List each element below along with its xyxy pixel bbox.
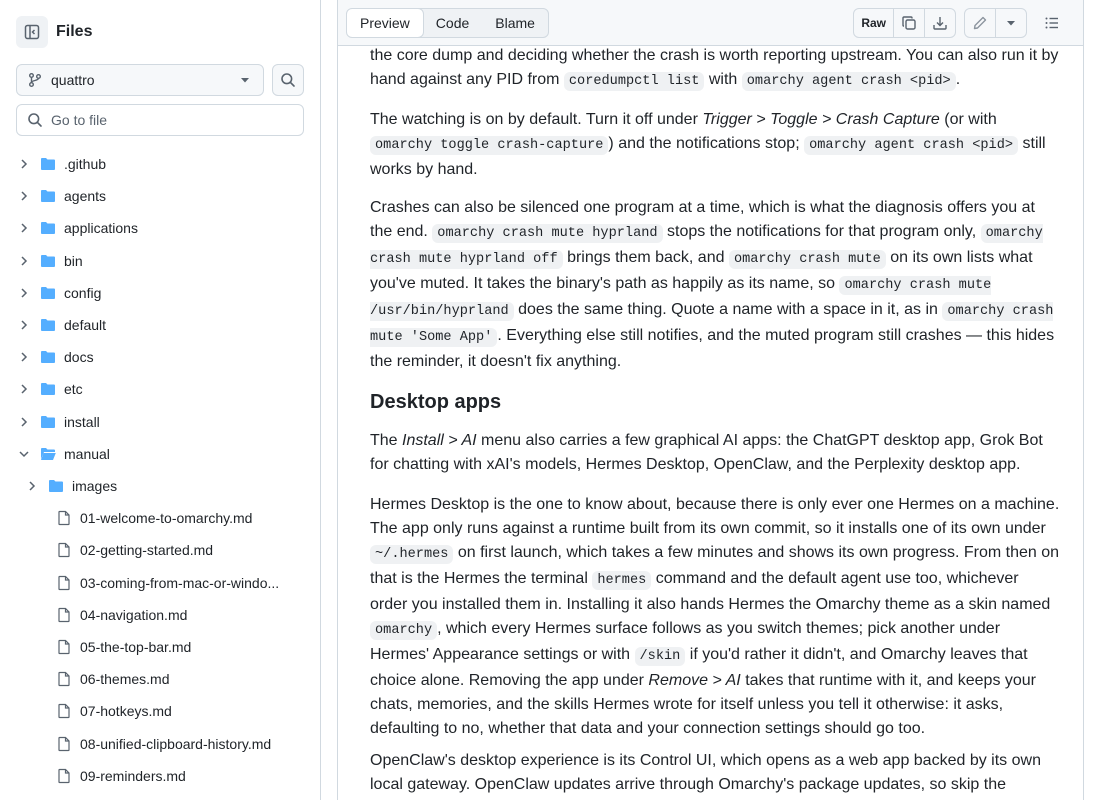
folder-icon bbox=[48, 478, 64, 494]
tree-item-label: 01-welcome-to-omarchy.md bbox=[80, 510, 253, 527]
tree-folder-row[interactable] bbox=[0, 309, 320, 341]
tree-item-label: config bbox=[64, 284, 102, 301]
go-to-file-input[interactable] bbox=[51, 112, 291, 128]
file-actions bbox=[853, 8, 1027, 38]
text-run: Hermes Desktop is the one to know about, because there is only ever one Hermes on a machine. The app only runs against a runtime built from its own commit, so it installs one of its own under bbox=[370, 496, 1060, 537]
text-run: . bbox=[955, 71, 961, 88]
text-run: The bbox=[370, 432, 403, 449]
inline-code: omarchy crash mute hyprland off bbox=[370, 226, 1043, 267]
tree-folder-row[interactable] bbox=[0, 373, 320, 405]
emphasis-text: Trigger > Toggle > Crash Capture bbox=[702, 111, 940, 128]
file-icon bbox=[56, 671, 72, 687]
text-run: with bbox=[704, 71, 742, 88]
tab-blame[interactable]: Blame bbox=[495, 15, 535, 31]
chevron-right-icon[interactable] bbox=[16, 381, 32, 397]
tree-folder-row[interactable] bbox=[0, 245, 320, 277]
tree-item-label: applications bbox=[64, 220, 138, 237]
tree-folder-row[interactable] bbox=[0, 438, 320, 470]
sidebar-collapse-button[interactable] bbox=[16, 16, 48, 48]
tree-file-row[interactable] bbox=[0, 695, 320, 727]
emphasis-text: Install > AI bbox=[402, 432, 477, 449]
tree-item-label: .github bbox=[64, 156, 107, 172]
file-icon bbox=[56, 768, 72, 784]
text-run: stops the notifications for that program only, bbox=[662, 223, 981, 240]
search-icon bbox=[27, 112, 43, 128]
tree-item-label: images bbox=[72, 478, 118, 494]
tree-folder-row[interactable] bbox=[0, 341, 320, 373]
text-run: on its own lists what you've muted. It takes the binary's path as happily as its name, so bbox=[370, 249, 1033, 292]
file-toolbar bbox=[338, 0, 1083, 46]
folder-icon bbox=[40, 253, 56, 269]
edit-group bbox=[964, 8, 1027, 38]
triangle-down-icon bbox=[1003, 15, 1019, 31]
tab-preview[interactable]: Preview bbox=[346, 8, 424, 38]
text-run: , which every Hermes surface follows as you switch themes; pick another under Hermes' Appearance settings or with bbox=[370, 620, 1001, 663]
folder-icon bbox=[40, 317, 56, 333]
chevron-right-icon[interactable] bbox=[16, 349, 32, 365]
file-icon bbox=[56, 607, 72, 623]
paragraph bbox=[370, 108, 1060, 182]
inline-code: omarchy crash mute hyprland bbox=[432, 224, 662, 243]
tree-item-label: etc bbox=[64, 381, 83, 398]
tree-file-row[interactable] bbox=[0, 534, 320, 566]
tree-item-label: 07-hotkeys.md bbox=[80, 703, 172, 720]
text-run: on first launch, which takes a few minutes and shows its own progress. From then on that is the Hermes the terminal bbox=[370, 544, 1060, 587]
chevron-right-icon[interactable] bbox=[16, 253, 32, 269]
tree-file-row[interactable] bbox=[0, 728, 320, 760]
text-run: Crashes can also be silenced one program at a time, which is what the diagnosis offers you at the end. bbox=[370, 199, 1035, 240]
tree-folder-row[interactable] bbox=[0, 180, 320, 212]
tree-item-label: manual bbox=[64, 445, 110, 462]
text-run: menu also carries a few graphical AI apps: the ChatGPT desktop app, Grok Bot for chatting with xAI's models, Hermes Desktop, OpenClaw, and the Perplexity desktop app. bbox=[370, 432, 1043, 473]
branch-selector[interactable] bbox=[16, 64, 264, 96]
copy-icon bbox=[901, 15, 917, 31]
raw-copy-download-group bbox=[853, 8, 956, 38]
tree-item-label: bin bbox=[64, 252, 83, 269]
tree-folder-row[interactable] bbox=[0, 212, 320, 244]
git-branch-icon bbox=[27, 72, 43, 88]
text-run: if you'd rather it didn't, and Omarchy leaves that choice alone. Removing the app under bbox=[370, 646, 1028, 689]
sidebar-header bbox=[16, 16, 92, 48]
edit-options-button[interactable] bbox=[996, 9, 1026, 37]
tree-item-label: 02-getting-started.md bbox=[80, 542, 214, 559]
tree-item-label: 05-the-top-bar.md bbox=[80, 639, 192, 655]
chevron-right-icon[interactable] bbox=[16, 188, 32, 204]
tree-file-row[interactable] bbox=[0, 760, 320, 792]
raw-button[interactable]: Raw bbox=[854, 9, 894, 37]
folder-open-icon bbox=[40, 446, 56, 462]
pencil-icon bbox=[972, 15, 988, 31]
chevron-down-icon[interactable] bbox=[16, 446, 32, 462]
file-icon bbox=[56, 736, 72, 752]
text-run: still works by hand. bbox=[370, 135, 1046, 178]
folder-icon bbox=[40, 381, 56, 397]
text-run: the core dump and deciding whether the crash is worth reporting upstream. You can also run it by hand against any PID from bbox=[370, 47, 1059, 88]
tree-file-row[interactable] bbox=[0, 502, 320, 534]
folder-icon bbox=[40, 285, 56, 301]
text-run: (or with bbox=[939, 111, 997, 128]
sidebar-collapse-icon bbox=[24, 24, 40, 40]
folder-icon bbox=[40, 349, 56, 365]
text-run: OpenClaw's desktop experience is its Control UI, which opens as a web app backed by its own local gateway. OpenClaw updates arrive through Omarchy's package updates, so skip the bbox=[370, 752, 1041, 793]
folder-icon bbox=[40, 188, 56, 204]
text-run: The watching is on by default. Turn it off under bbox=[370, 111, 703, 128]
text-run: brings them back, and bbox=[562, 249, 729, 266]
inline-code: omarchy toggle crash-capture bbox=[370, 136, 608, 155]
inline-code: hermes bbox=[592, 571, 651, 590]
folder-icon bbox=[40, 220, 56, 236]
list-unordered-icon bbox=[1044, 15, 1060, 31]
chevron-right-icon[interactable] bbox=[24, 478, 40, 494]
text-run: ) and the notifications stop; bbox=[608, 135, 805, 152]
tree-folder-row[interactable] bbox=[0, 148, 320, 180]
inline-code: omarchy crash mute /usr/bin/hyprland bbox=[370, 278, 992, 319]
file-icon bbox=[56, 639, 72, 655]
paragraph bbox=[370, 493, 1060, 741]
tree-item-label: 04-navigation.md bbox=[80, 606, 188, 623]
paragraph bbox=[370, 749, 1060, 797]
view-mode-tabs bbox=[346, 8, 549, 38]
tree-item-label: default bbox=[64, 317, 107, 333]
inline-code: omarchy crash mute 'Some App' bbox=[370, 304, 1054, 345]
tree-item-label: 03-coming-from-mac-or-windo... bbox=[80, 574, 280, 591]
file-icon bbox=[56, 510, 72, 526]
download-raw-button[interactable] bbox=[925, 9, 955, 37]
inline-code: omarchy agent crash <pid> bbox=[804, 136, 1018, 155]
emphasis-text: Remove > AI bbox=[648, 672, 741, 689]
tree-file-row[interactable] bbox=[0, 567, 320, 599]
sidebar-title: Files bbox=[56, 23, 93, 40]
inline-code: coredumpctl list bbox=[564, 72, 705, 91]
inline-code: ~/.hermes bbox=[370, 545, 453, 564]
tree-folder-row[interactable] bbox=[0, 277, 320, 309]
tree-item-label: agents bbox=[64, 188, 107, 205]
paragraph bbox=[370, 44, 1060, 94]
edit-file-button[interactable] bbox=[965, 9, 996, 37]
copy-raw-button[interactable] bbox=[894, 9, 925, 37]
search-icon bbox=[280, 72, 296, 88]
file-viewer bbox=[337, 0, 1084, 800]
tree-item-label: docs bbox=[64, 349, 94, 366]
paragraph bbox=[370, 196, 1060, 374]
file-icon bbox=[56, 575, 72, 591]
search-files-button[interactable] bbox=[272, 64, 304, 96]
text-run: . Everything else still notifies, and the muted program still crashes — this hides the reminder, it doesn't fix anything. bbox=[370, 327, 1055, 370]
tree-file-row[interactable] bbox=[0, 663, 320, 695]
chevron-right-icon[interactable] bbox=[16, 317, 32, 333]
tree-folder-row[interactable] bbox=[0, 406, 320, 438]
tree-file-row[interactable] bbox=[0, 631, 320, 663]
tree-folder-row[interactable] bbox=[0, 470, 320, 502]
triangle-down-icon bbox=[237, 72, 253, 88]
inline-code: omarchy agent crash <pid> bbox=[742, 72, 956, 91]
inline-code: omarchy crash mute bbox=[729, 250, 886, 269]
text-run: does the same thing. Quote a name with a space in it, as in bbox=[513, 301, 943, 318]
paragraph bbox=[370, 429, 1060, 477]
outline-button[interactable] bbox=[1037, 8, 1067, 38]
text-run: takes that runtime with it, and keeps your chats, memories, and the skills Hermes wrote for itself unless you tell it otherwise: it asks, defaulting to no, whether that data and your connection settings should go too. bbox=[370, 672, 1037, 737]
text-run: command and the default agent use too, whichever order you installed them in. Installing it also hands Hermes the Omarchy theme as a skin named bbox=[370, 570, 1051, 613]
chevron-right-icon[interactable] bbox=[16, 285, 32, 301]
chevron-right-icon[interactable] bbox=[16, 220, 32, 236]
download-icon bbox=[932, 15, 948, 31]
go-to-file-field[interactable] bbox=[16, 104, 304, 136]
inline-code: /skin bbox=[635, 647, 686, 666]
file-icon bbox=[56, 703, 72, 719]
section-heading: Desktop apps bbox=[370, 391, 502, 413]
tree-item-label: install bbox=[64, 413, 100, 430]
tree-file-row[interactable] bbox=[0, 599, 320, 631]
file-tree-sidebar bbox=[0, 0, 321, 800]
tree-item-label: 09-reminders.md bbox=[80, 767, 186, 784]
folder-icon bbox=[40, 156, 56, 172]
tree-item-label: 06-themes.md bbox=[80, 671, 170, 688]
chevron-right-icon[interactable] bbox=[16, 156, 32, 172]
tab-code[interactable]: Code bbox=[435, 15, 470, 31]
branch-name: quattro bbox=[51, 72, 95, 88]
chevron-right-icon[interactable] bbox=[16, 414, 32, 430]
tree-item-label: 08-unified-clipboard-history.md bbox=[80, 735, 272, 752]
folder-icon bbox=[40, 414, 56, 430]
file-icon bbox=[56, 542, 72, 558]
inline-code: omarchy bbox=[370, 621, 437, 640]
